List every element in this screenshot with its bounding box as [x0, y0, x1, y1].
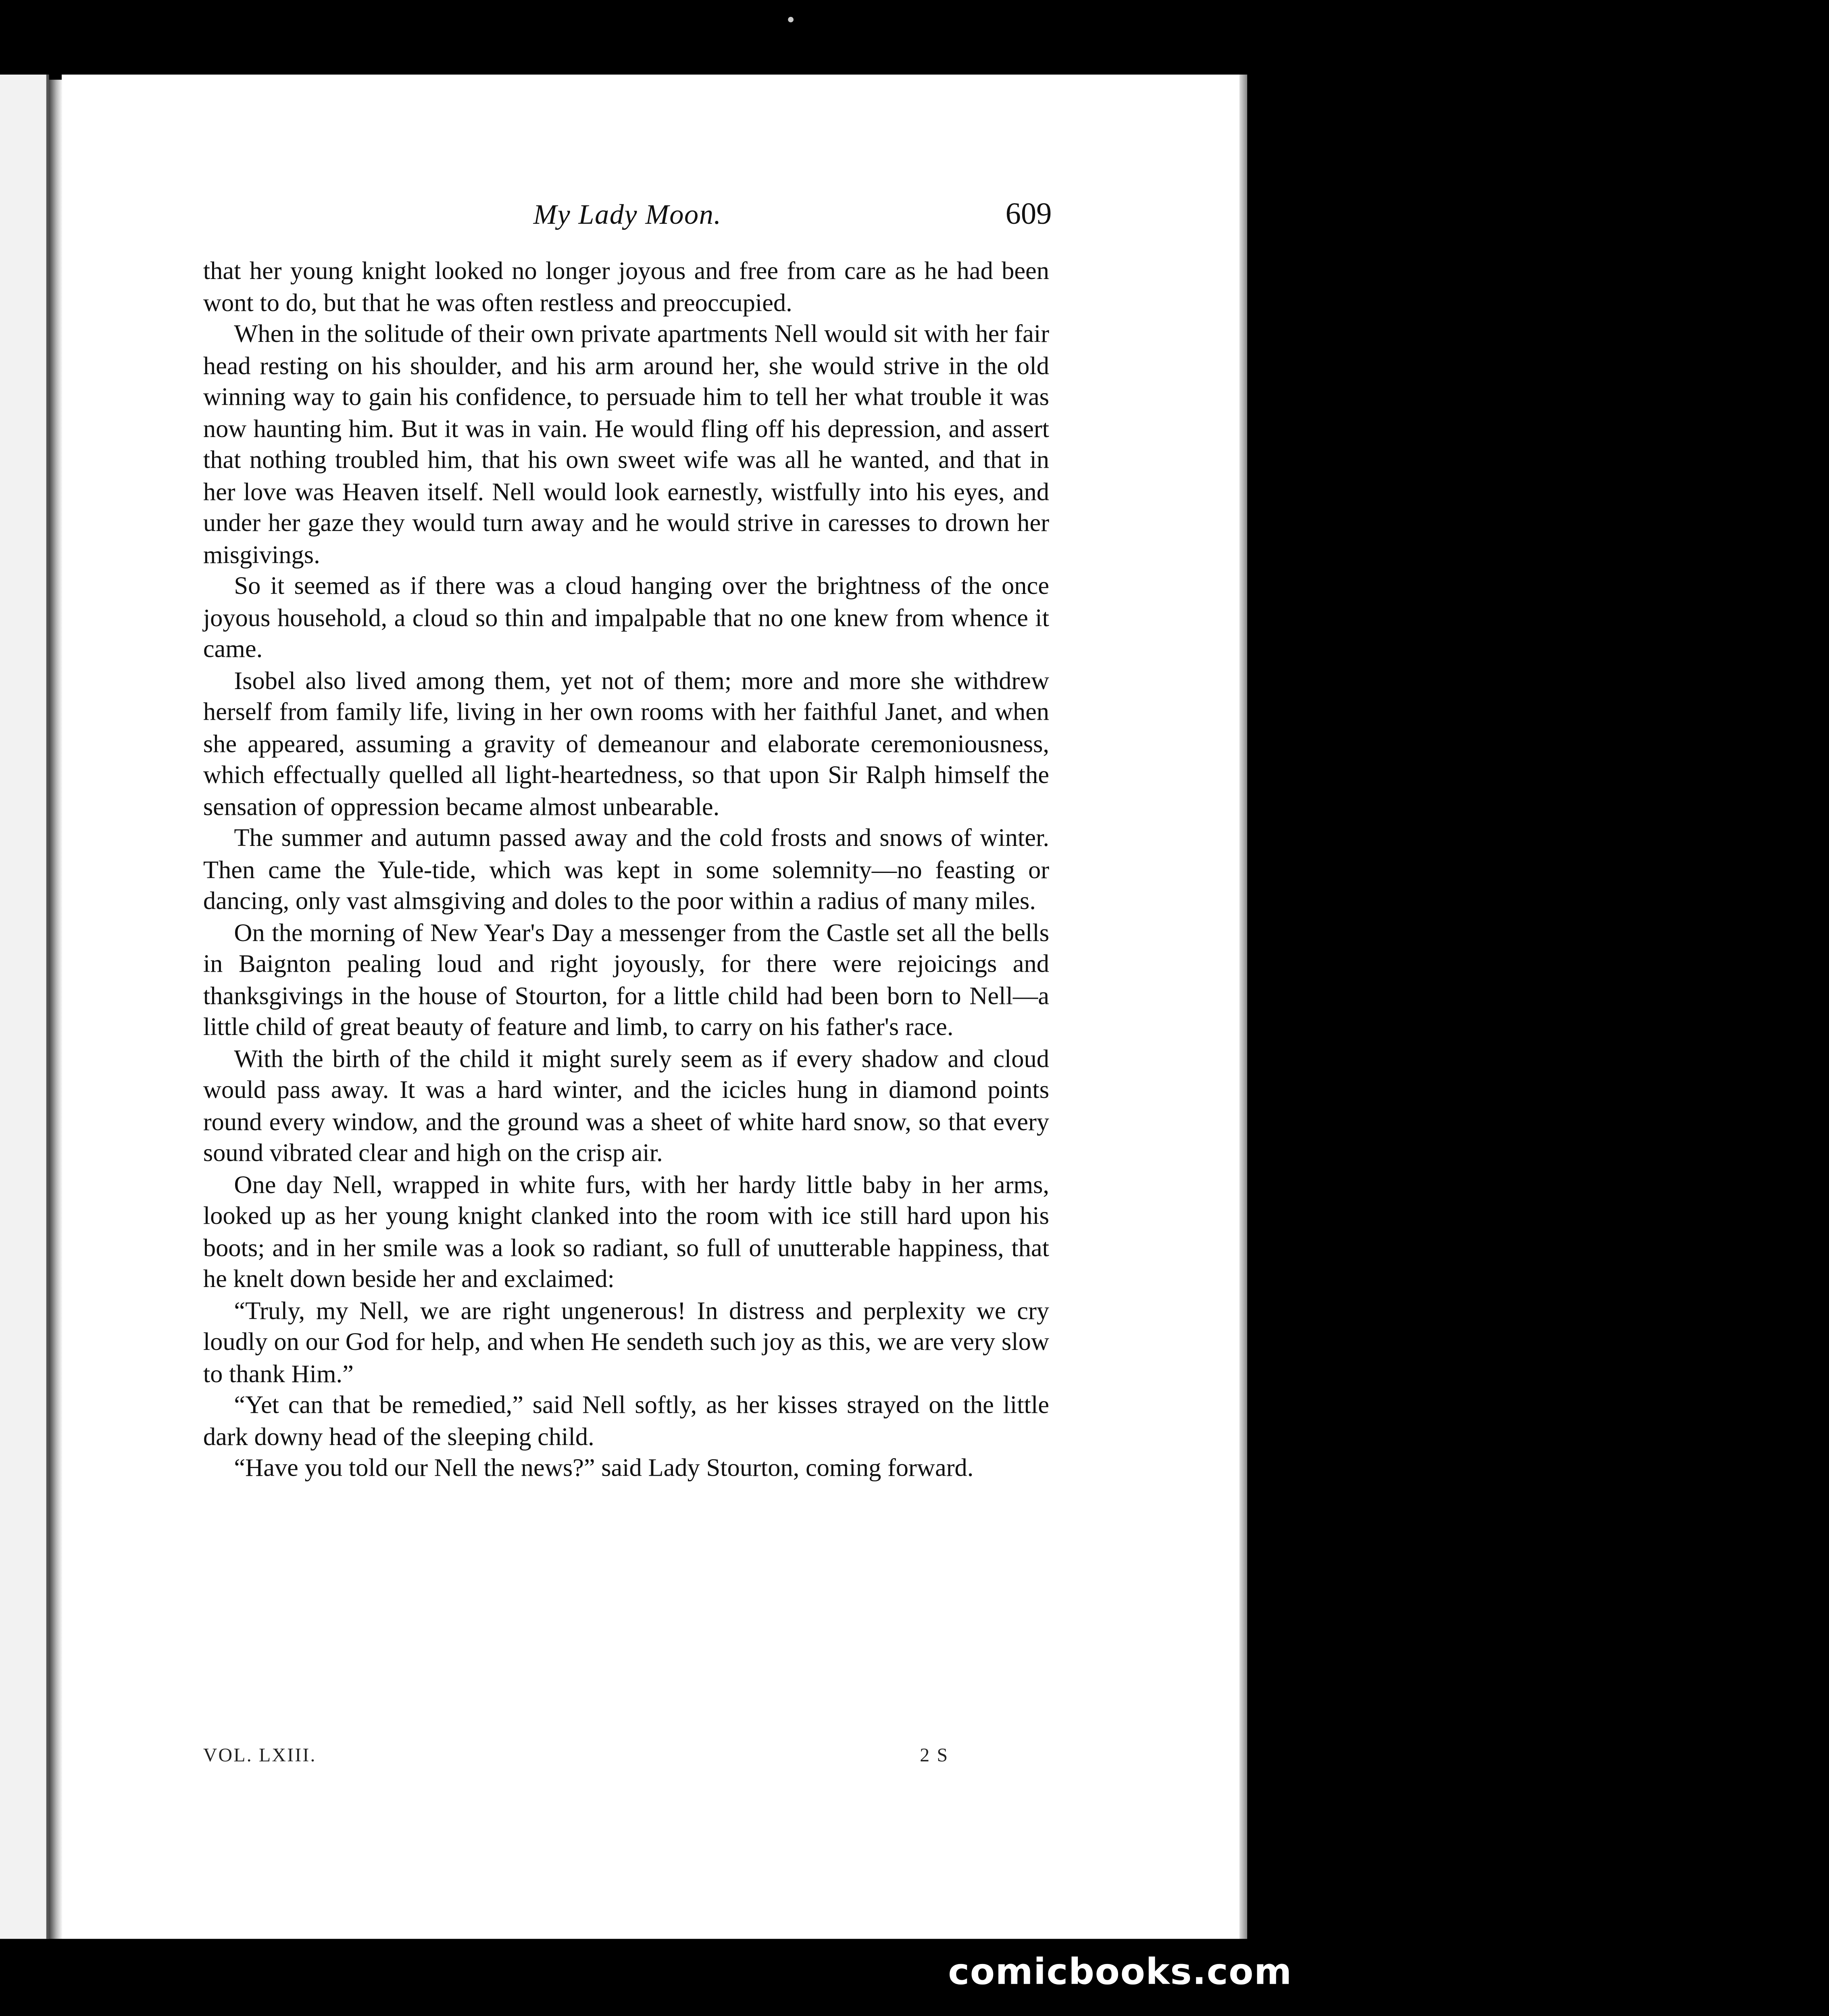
- paragraph: “Truly, my Nell, we are right ungenerous! In distress and perplexity we cry loudly on our God for help, and when He sendeth such joy as this, we are very slow to thank Him.”: [203, 1298, 1050, 1388]
- paragraph: One day Nell, wrapped in white furs, with her hardy little baby in her arms, looked up as her young knight clanked into the room with ice still hard upon his boots; and in her smile was a look so radiant, so full of unutterable happiness, that he knelt down beside her and exclaimed:: [203, 1172, 1050, 1293]
- watermark: comicbooks.com: [948, 1950, 1292, 1993]
- page-right-edge: [1239, 75, 1247, 1939]
- running-title: My Lady Moon.: [533, 198, 722, 230]
- paragraph: So it seemed as if there was a cloud hanging over the brightness of the once joyous household, a cloud so thin and impalpable that no one knew from whence it came.: [203, 573, 1050, 664]
- page-number: 609: [1005, 198, 1052, 231]
- paragraph: Isobel also lived among them, yet not of them; more and more she withdrew herself from family life, living in her own rooms with her faithful Janet, and when she appeared, assuming a gravity of demeanour and elaborate ceremoniousness, which effectually quelled all light-heartedness, so that upon Sir Ralph himself the sensation of oppression became almost unbearable.: [203, 668, 1050, 821]
- page-footer: [203, 1746, 949, 1768]
- paragraph: With the birth of the child it might surely seem as if every shadow and cloud would pass away. It was a hard winter, and the icicles hung in diamond points round every window, and the ground was a sheet of white hard snow, so that every sound vibrated clear and high on the crisp air.: [203, 1046, 1050, 1168]
- paragraph: “Have you told our Nell the news?” said Lady Stourton, coming forward.: [234, 1455, 974, 1483]
- volume-number: VOL. LXIII.: [203, 1746, 317, 1767]
- paragraph: The summer and autumn passed away and the cold frosts and snows of winter. Then came the Yule-tide, which was kept in some solemnity—no feasting or dancing, only vast almsgiving and doles to the poor within a radius of many miles.: [203, 825, 1050, 916]
- paragraph: that her young knight looked no longer joyous and free from care as he had been wont to do, but that he was often restless and preoccupied.: [203, 258, 1050, 317]
- scan-speck: ●: [787, 12, 795, 27]
- signature-mark: 2 S: [920, 1746, 949, 1767]
- paragraph: On the morning of New Year's Day a messenger from the Castle set all the bells in Baignton pealing loud and right joyously, for there were rejoicings and thanksgivings in the house of Stourton, for a little child had been born to Nell—a little child of great beauty of feature and limb, to carry on his father's race.: [203, 920, 1050, 1041]
- body-text: [203, 257, 1049, 1486]
- paragraph: When in the solitude of their own private apartments Nell would sit with her fair head resting on his shoulder, and his arm around her, she would strive in the old winning way to gain his confidence, to persuade him to tell her what trouble it was now haunting him. But it was in vain. He would fling off his depression, and assert that nothing troubled him, that his own sweet wife was all he wanted, and that in her love was Heaven itself. Nell would look earnestly, wistfully into his eyes, and under her gaze they would turn away and he would strive in caresses to drown her misgivings.: [203, 321, 1050, 569]
- paragraph: “Yet can that be remedied,” said Nell softly, as her kisses strayed on the little dark downy head of the sleeping child.: [203, 1392, 1050, 1451]
- book-spine-shadow: [49, 80, 62, 1939]
- running-head: [203, 198, 1052, 250]
- left-page-edge: [0, 75, 49, 1939]
